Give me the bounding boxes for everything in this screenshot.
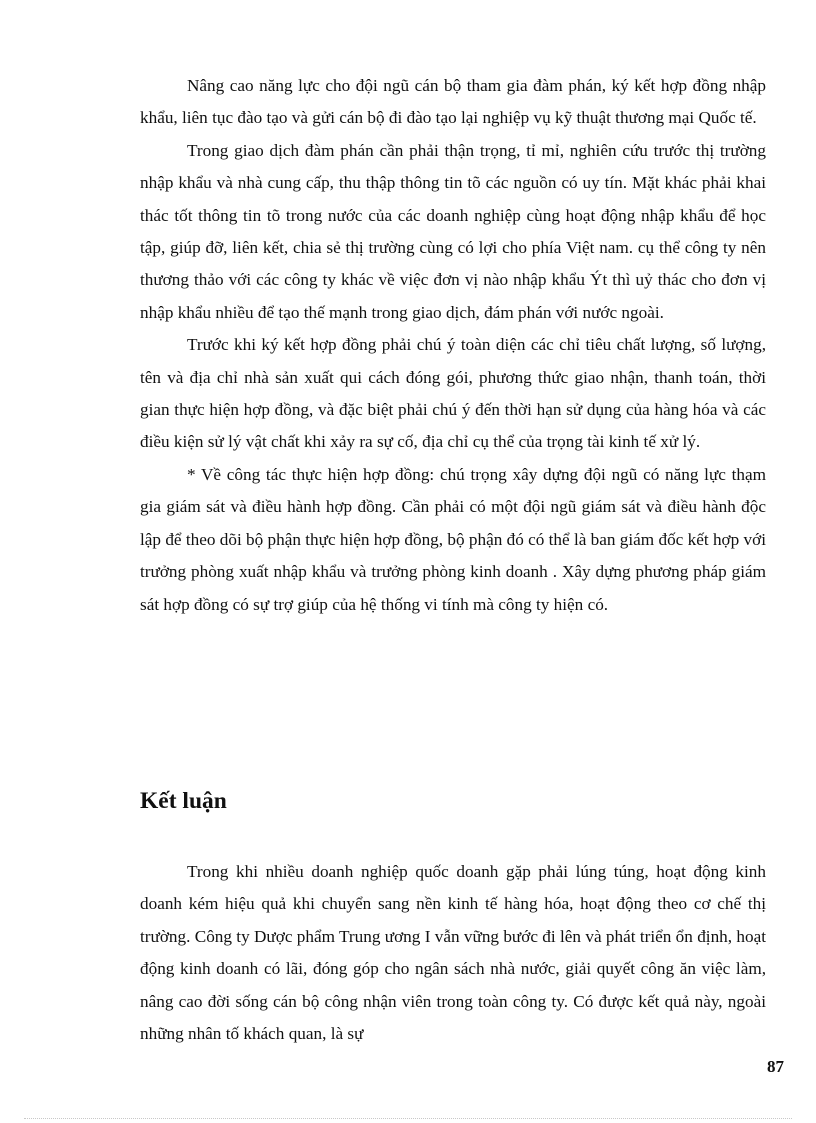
paragraph-contract-execution: * Về công tác thực hiện hợp đồng: chú trọng xây dựng đội ngũ có năng lực thạm gia giám sát và điều hành hợp đồng. Cần phải có một đội ngũ giám sát và điều hành độc lập để theo dõi bộ phận thực hiện hợp đồng, bộ phận đó có thể là ban giám đốc kết hợp với trưởng phòng xuất nhập khẩu và trưởng phòng kinh doanh . Xây dựng phương pháp giám sát hợp đồng có sự trợ giúp của hệ thống vi tính mà công ty hiện có. [140, 464, 766, 614]
section-heading-conclusion: Kết luận [140, 788, 227, 814]
page-number: 87 [767, 1057, 784, 1076]
body-text-bottom [140, 856, 766, 1050]
paragraph-contract-terms: Trước khi ký kết hợp đồng phải chú ý toàn diện các chỉ tiêu chất lượng, số lượng, tên và địa chỉ nhà sản xuất qui cách đóng gói, phương thức giao nhận, thanh toán, thời gian thực hiện hợp đồng, và đặc biệt phải chú ý đến thời hạn sử dụng của hàng hóa và các điều kiện sử lý vật chất khi xảy ra sự cố, địa chỉ cụ thể của trọng tài kinh tế xử lý. [140, 335, 766, 452]
paragraph-conclusion: Trong khi nhiều doanh nghiệp quốc doanh gặp phải lúng túng, hoạt động kinh doanh kém hiệu quả khi chuyển sang nền kinh tế hàng hóa, hoạt động theo cơ chế thị trường. Công ty Dược phẩm Trung ương I vẫn vững bước đi lên và phát triển ổn định, hoạt động kinh doanh có lãi, đóng góp cho ngân sách nhà nước, giải quyết công ăn việc làm, nâng cao đời sống cán bộ công nhận viên trong toàn công ty. Có được kết quả này, ngoài những nhân tố khách quan, là sự [140, 862, 766, 1044]
body-text-top [140, 70, 766, 621]
paragraph-negotiation: Trong giao dịch đàm phán cần phải thận trọng, tỉ mỉ, nghiên cứu trước thị trường nhập khẩu và nhà cung cấp, thu thập thông tin tõ các nguồn có uy tín. Mặt khác phải khai thác tốt thông tin tõ trong nước của các doanh nghiệp cùng hoạt động nhập khẩu để học tập, giúp đỡ, liên kết, chia sẻ thị trường cùng có lợi cho phía Việt nam. cụ thể công ty nên thương thảo với các công ty khác về việc đơn vị nào nhập khẩu Ýt thì uỷ thác cho đơn vị nhập khẩu nhiều để tạo thế mạnh trong giao dịch, đám phán với nước ngoài. [140, 140, 766, 322]
paragraph-training: Nâng cao năng lực cho đội ngũ cán bộ tham gia đàm phán, ký kết hợp đồng nhập khẩu, liên tục đào tạo và gửi cán bộ đi đào tạo lại nghiệp vụ kỹ thuật thương mại Quốc tế. [140, 76, 766, 128]
page-bottom-divider [24, 1118, 792, 1119]
